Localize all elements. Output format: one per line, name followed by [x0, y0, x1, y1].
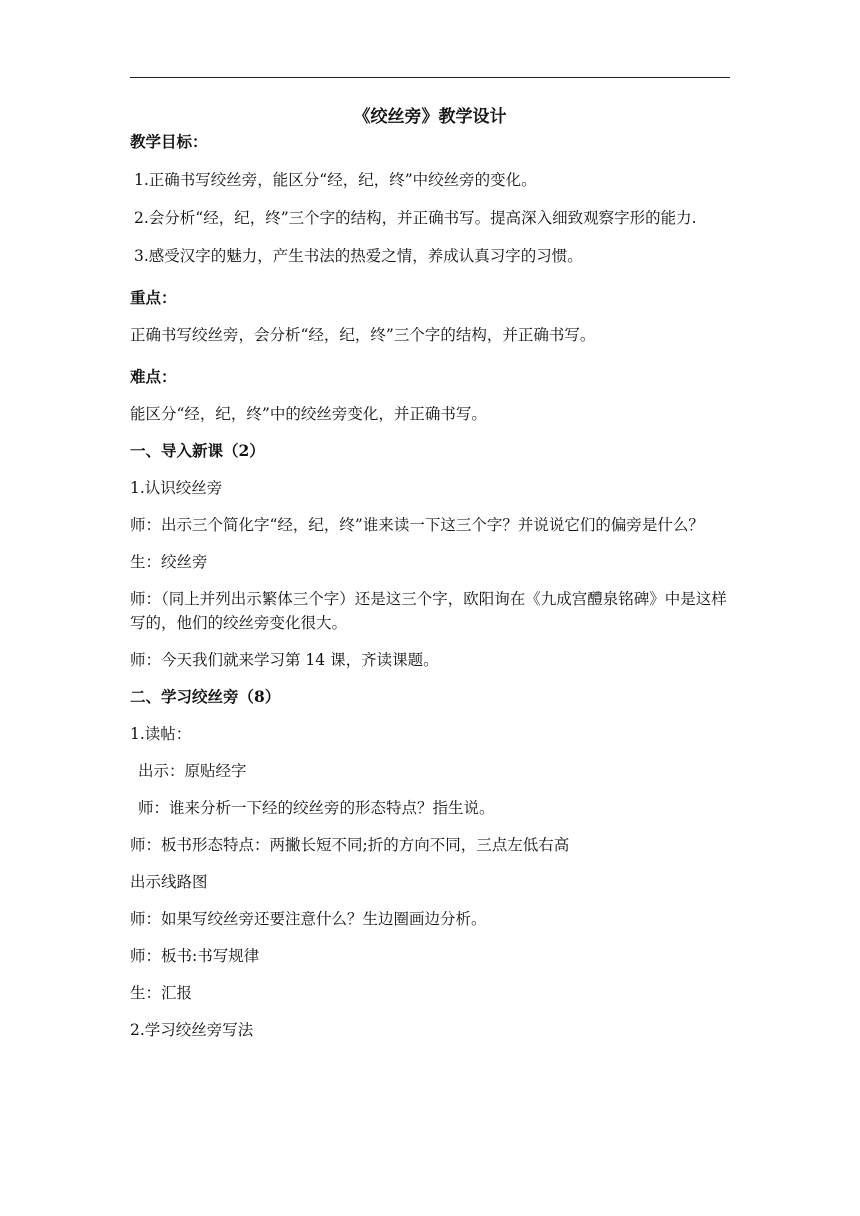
- paragraph: 能区分“经，纪，终”中的绞丝旁变化，并正确书写。: [130, 405, 487, 423]
- paragraph: 3.感受汉字的魅力，产生书法的热爱之情，养成认真习字的习惯。: [134, 247, 583, 265]
- header-rule: [130, 77, 730, 78]
- paragraph: 师：板书形态特点：两撇长短不同;折的方向不同，三点左低右高: [130, 836, 570, 854]
- document-body: [130, 104, 730, 1055]
- paragraph: 师：板书:书写规律: [130, 947, 260, 965]
- paragraph-list: [130, 130, 730, 1042]
- section-heading: 教学目标：: [130, 132, 208, 151]
- document-title: 《绞丝旁》教学设计: [353, 107, 507, 127]
- paragraph: 师：谁来分析一下经的绞丝旁的形态特点？指生说。: [138, 799, 495, 817]
- paragraph: 1.认识绞丝旁: [130, 479, 223, 497]
- paragraph: 出示线路图: [130, 873, 208, 891]
- paragraph: 1.正确书写绞丝旁，能区分“经，纪，终”中绞丝旁的变化。: [134, 171, 537, 189]
- paragraph: 生：汇报: [130, 984, 193, 1002]
- paragraph: 师：如果写绞丝旁还要注意什么？生边圈画边分析。: [130, 910, 487, 928]
- section-heading: 二、学习绞丝旁（8）: [130, 687, 281, 706]
- paragraph: 1.读帖：: [130, 725, 192, 743]
- paragraph: 师：（同上并列出示繁体三个字）还是这三个字，欧阳询在《九成宫醴泉铭碑》中是这样写的，他们的绞丝旁变化很大。: [130, 590, 727, 632]
- section-heading: 重点：: [130, 288, 177, 307]
- paragraph: 2.会分析“经，纪，终”三个字的结构，并正确书写。提高深入细致观察字形的能力.: [134, 209, 697, 227]
- paragraph: 师：今天我们就来学习第 14 课，齐读课题。: [130, 651, 439, 669]
- section-heading: 一、导入新课（2）: [130, 441, 265, 460]
- section-heading: 难点：: [130, 367, 177, 386]
- paragraph: 2.学习绞丝旁写法: [130, 1021, 254, 1039]
- paragraph: 正确书写绞丝旁，会分析“经，纪，终”三个字的结构，并正确书写。: [130, 326, 596, 344]
- paragraph: 生：绞丝旁: [130, 553, 208, 571]
- paragraph: 出示：原贴经字: [138, 762, 247, 780]
- paragraph: 师：出示三个简化字“经，纪，终”谁来读一下这三个字？并说说它们的偏旁是什么？: [130, 516, 704, 534]
